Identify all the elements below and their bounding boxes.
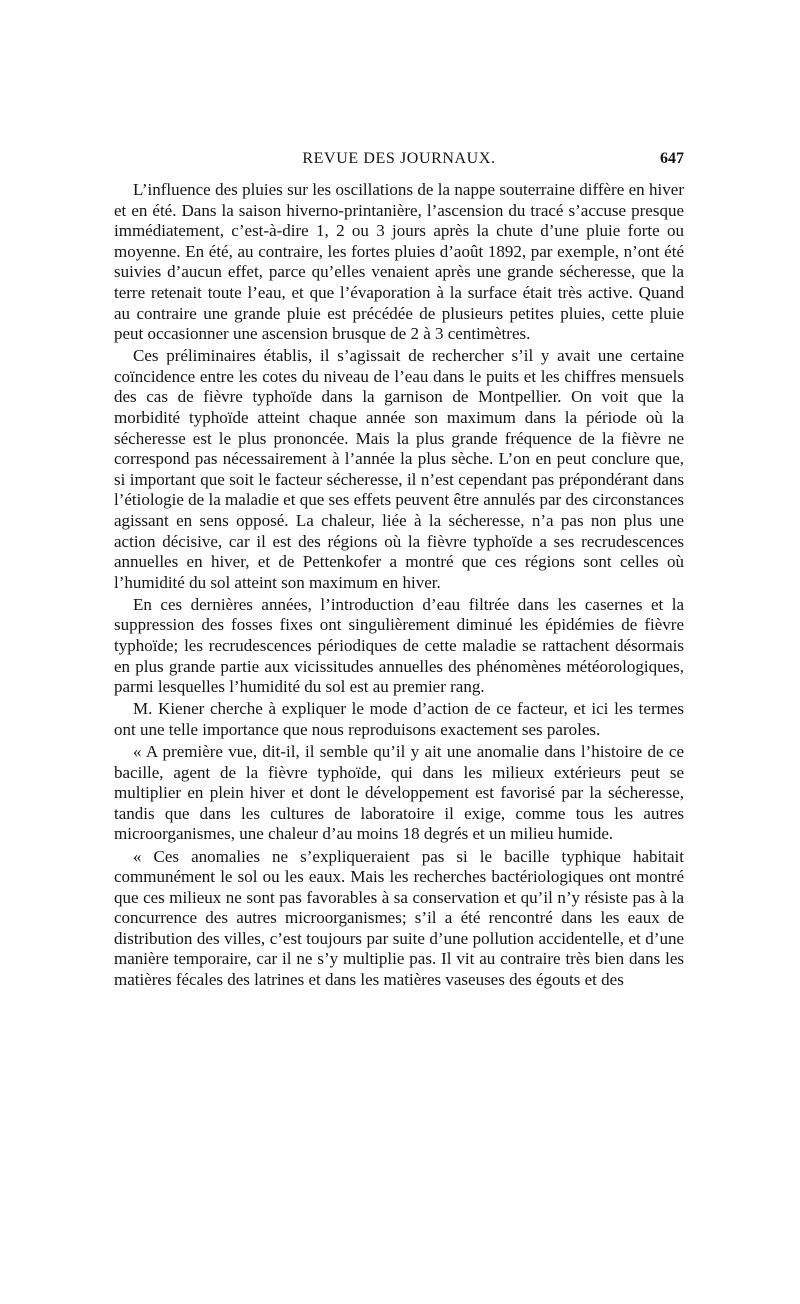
paragraph-quote-soil-water: « Ces anomalies ne s’expliqueraient pas si le bacille typhique habitait communément le sol ou les eaux. Mais les recherches bactériologiques ont montré que ces milieux ne sont pas favorables à sa conservation et qu’il n’y résiste pas à la concurrence des autres microorganismes; s’il a été rencontré dans les eaux de distribution des villes, c’est toujours par suite d’une pollution accidentelle, et d’une manière temporaire, car il ne s’y multiplie pas. Il vit au contraire très bien dans les matières fécales des latrines et dans les matières vaseuses des égouts et des — [114, 846, 684, 990]
book-page — [114, 150, 684, 992]
body-text — [114, 180, 684, 991]
paragraph-typhoid-coincidence: Ces préliminaires établis, il s’agissait de rechercher s’il y avait une certaine coïncidence entre les cotes du niveau de l’eau dans le puits et les chiffres mensuels des cas de fièvre typhoïde dans la garnison de Montpellier. On voit que la morbidité typhoïde atteint chaque année son maximum dans la période où la sécheresse est le plus prononcée. Mais la plus grande fréquence de la fièvre ne correspond pas nécessairement à l’année la plus sèche. L’on en peut conclure que, si important que soit le facteur sécheresse, il n’est cependant pas prépondérant dans l’étiologie de la maladie et que ses effets peuvent être annulés par des circonstances agissant en sens opposé. La chaleur, liée à la sécheresse, n’a pas non plus une action décisive, car il est des régions où la fièvre typhoïde a ses recrudescences annuelles en hiver, et de Pettenkofer a montré que ces régions sont celles où l’humidité du sol atteint son maximum en hiver. — [114, 346, 684, 592]
paragraph-quote-anomaly: « A première vue, dit-il, il semble qu’il y ait une anomalie dans l’histoire de ce bacille, agent de la fièvre typhoïde, qui dans les milieux extérieurs peut se multiplier en plein hiver et dont le développement est favorisé par la sécheresse, tandis que dans les cultures de laboratoire il exige, comme tous les autres microorganismes, une chaleur d’au moins 18 degrés et un milieu humide. — [114, 742, 684, 844]
paragraph-rain-influence: L’influence des pluies sur les oscillations de la nappe souterraine diffère en hiver et en été. Dans la saison hiverno-printanière, l’ascension du tracé s’accuse presque immédiatement, c’est-à-dire 1, 2 ou 3 jours après la chute d’une pluie forte ou moyenne. En été, au contraire, les fortes pluies d’août 1892, par exemple, n’ont été suivies d’aucun effet, parce qu’elles venaient après une grande sécheresse, que la terre retenait toute l’eau, et que l’évaporation à la surface était très active. Quand au contraire une grande pluie est précédée de plusieurs petites pluies, cette pluie peut occasionner une ascension brusque de 2 à 3 centimètres. — [114, 180, 684, 344]
running-title: REVUE DES JOURNAUX. — [302, 150, 496, 167]
paragraph-filtered-water: En ces dernières années, l’introduction d’eau filtrée dans les casernes et la suppression des fosses fixes ont singulièrement diminué les épidémies de fièvre typhoïde; les recrudescences périodiques de cette maladie se rattachent désormais en plus grande partie aux vicissitudes annuelles des phénomènes météorologiques, parmi lesquelles l’humidité du sol est au premier rang. — [114, 594, 684, 697]
paragraph-kiener-intro: M. Kiener cherche à expliquer le mode d’action de ce facteur, et ici les termes ont une telle importance que nous reproduisons exactement ses paroles. — [114, 699, 684, 739]
page-number: 647 — [660, 150, 684, 167]
page-header — [114, 150, 684, 174]
